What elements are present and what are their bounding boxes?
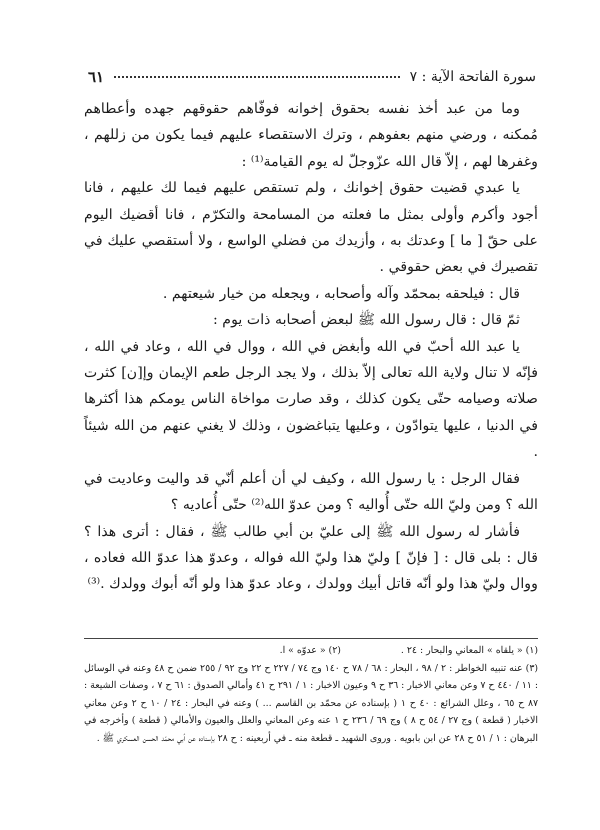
- paragraph-4: ثمّ قال : قال رسول الله ﷺ لبعض أصحابه ذات يوم :: [213, 312, 520, 329]
- footnote-1: (١) « يلقاه » المعاني والبحار : ٢٤ .: [400, 645, 538, 656]
- paragraph-6: فقال الرجل : يا رسول الله ، وكيف لي أن أعلم أنّي قد واليت وعاديت في الله ؟ ومن وليّ الله حتّى أُواليه ؟ ومن عدوّ الله⁽²⁾ حتّى أُعاديه ؟: [84, 470, 538, 514]
- paragraph-5: يا عبد الله أحبّ في الله وأبغض في الله ، ووال في الله ، وعاد في الله ، فإنّه لا تنال ولاية الله تعالى إلاّ بذلك ، ولا يجد الرجل طعم الإيمان وإ[ن] كثرت صلاته وصيامه حتّى يكون كذلك ، وقد صارت مواخاة الناس يومكم هذا أكثرها في الدنيا ، عليها يتوادّون ، وعليها يتباغضون ، وذلك لا يغني عنهم من الله شيئاً .: [84, 338, 538, 461]
- paragraph-2: يا عبدي قضيت حقوق إخوانك ، ولم تستقص عليهم فيما لك عليهم ، فانا أجود وأكرم وأولى بمثل ما فعلته من المسامحة والتكرّم ، فانا أقضيك اليوم على حقّ [ ما ] وعدتك به ، وأزيدك من فضلي الواسع ، ولا أستقصي عليك في تقصيرك في بعض حقوقي .: [84, 180, 538, 276]
- footnote-row: [84, 642, 538, 660]
- page-header: [88, 66, 536, 88]
- main-text: [84, 96, 538, 598]
- running-title: سورة الفاتحة الآية : ٧: [409, 69, 536, 85]
- paragraph-7: فأشار له رسول الله ﷺ إلى عليّ بن أبي طالب ﷺ ، فقال : أترى هذا ؟ قال : بلى قال : [ فإنّ ] وليّ هذا وليّ الله فواله ، وعدوّ هذا عدوّ الله فعاده ، ووال وليّ هذا ولو أنّه قاتل أبيك وولدك ، وعاد عدوّ هذا ولو أنّه أبوك وولدك .⁽³⁾: [84, 523, 538, 593]
- footnotes: [84, 642, 538, 747]
- footnote-2: (٢) « عدوّه » ا.: [279, 645, 341, 656]
- paragraph-1: وما من عبد أخذ نفسه بحقوق إخوانه فوفّاهم حقوقهم جهده وأعطاهم مُمكنه ، ورضي منهم بعفوهم ، وترك الاستقصاء عليهم فيما يكون من زللهم ، وغفرها لهم ، إلاّ قال الله عزّوجلّ له يوم القيامة⁽¹⁾ :: [84, 101, 538, 170]
- footnote-3: (٣) عنه تنبيه الخواطر : ٢ / ٩٨ ، البحار : ٦٨ / ٧٨ ح ١٤٠ وج ٧٤ / ٢٢٧ ح ٢٢ وج ٩٢ / ٢٥٥ ضمن ح ٤٨ وعنه في الوسائل : ١١ / ٤٤٠ ح ٧ وعن معاني الاخبار : ٣٦ ح ٩ وعيون الاخبار : ١ / ٢٩١ ح ٤١ وأمالي الصدوق : ٦١ ح ٧ ، وصفات الشيعة : ٨٧ ح ٦٥ ، وعلل الشرائع : ٤٠ ح ١ ( بإسناده عن محمّد بن القاسم ... ) وعنه في البحار : ٢٤ / ١٠ ح ٢ وعن معاني الاخبار ( قطعة ) وج ٢٧ / ٥٤ ح ٨ ) وج ٦٩ / ٢٣٦ ح ١ عنه وعن المعاني والعلل والعيون والأمالي ( قطعة ) وأخرجه في البرهان : ١ / ٥١ ح ٢٨ عن ابن بابويه . وروى الشهيد ـ قطعة منه ـ في أربعينه : ح ٢٨ بإسناده عن أبي محمّد الحسن العسكري ﷺ .: [84, 662, 539, 744]
- footnote-separator: [84, 638, 538, 639]
- header-dotted-rule: [114, 76, 400, 78]
- page-number: ٦١: [88, 68, 105, 86]
- paragraph-3: قال : فيلحقه بمحمّد وآله وأصحابه ، ويجعله من خيار شيعتهم .: [162, 285, 520, 302]
